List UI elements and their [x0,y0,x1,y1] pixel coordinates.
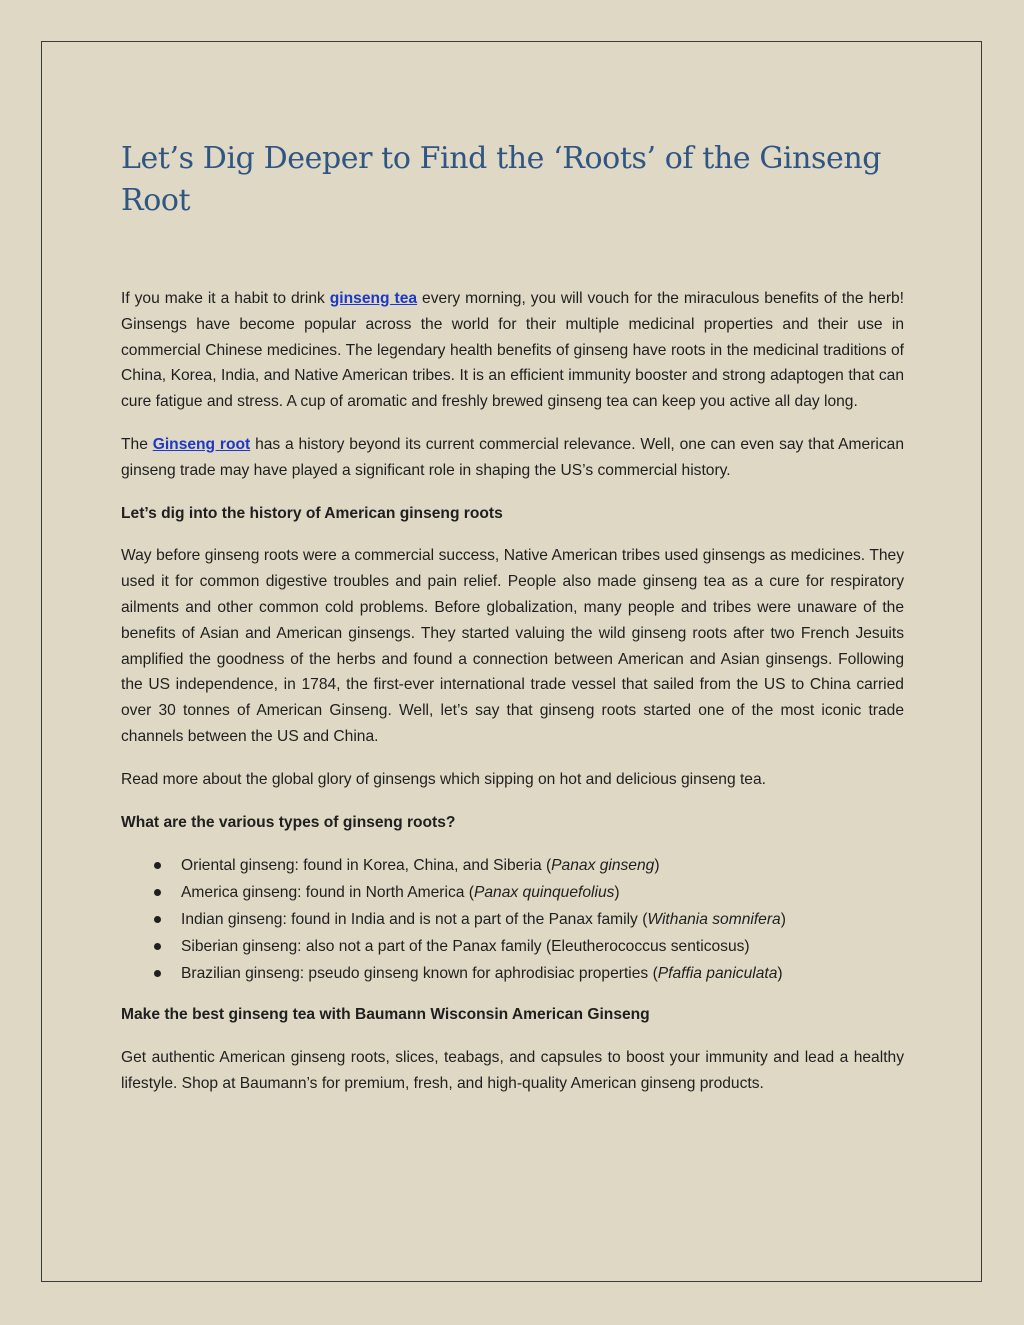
list-item: Indian ginseng: found in India and is not a part of the Panax family (Withania somnifera) [121,906,904,933]
bullet-icon [154,970,161,977]
history-heading: Let’s dig into the history of American ginseng roots [121,504,503,522]
make-tea-heading: Make the best ginseng tea with Baumann Wisconsin American Ginseng [121,1006,650,1024]
list-item: Siberian ginseng: also not a part of the Panax family (Eleutherococcus senticosus) [121,933,904,960]
history-paragraph: Way before ginseng roots were a commercial success, Native American tribes used ginsengs as medicines. They used it for common digestive troubles and pain relief. People also made ginseng tea as a cure for respiratory ailments and other common cold problems. Before globalization, many people and tribes were unaware of the benefits of Asian and American ginsengs. They started valuing the wild ginseng roots after two French Jesuits amplified the goodness of the herbs and found a connection between American and Asian ginsengs. Following the US independence, in 1784, the first-ever international trade vessel that sailed from the US to China carried over 30 tonnes of American Ginseng. Well, let’s say that ginseng roots started one of the most iconic trade channels between the US and China. [121,547,904,745]
closing-paragraph: Get authentic American ginseng roots, slices, teabags, and capsules to boost your immunity and lead a healthy lifestyle. Shop at Baumann’s for premium, fresh, and high-quality American ginseng products. [121,1049,904,1092]
list-item: Oriental ginseng: found in Korea, China, and Siberia (Panax ginseng) [121,852,904,879]
bullet-icon [154,862,161,869]
intro-paragraph [121,286,904,415]
history-intro-paragraph [121,432,904,484]
ginseng-types-list [121,852,904,987]
intro-text-start: If you make it a habit to drink [121,290,330,307]
page-title: Let’s Dig Deeper to Find the ‘Roots’ of the Ginseng Root [121,141,882,218]
document-body [121,138,904,1097]
list-item: America ginseng: found in North America (Panax quinquefolius) [121,879,904,906]
read-more-paragraph: Read more about the global glory of ginsengs which sipping on hot and delicious ginseng tea. [121,770,766,788]
bullet-icon [154,943,161,950]
intro-text-end: every morning, you will vouch for the miraculous benefits of the herb! Ginsengs have become popular across the world for their multiple medicinal properties and their use in commercial Chinese medicines. The legendary health benefits of ginseng have roots in the medicinal traditions of China, Korea, India, and Native American tribes. It is an efficient immunity booster and strong adaptogen that can cure fatigue and stress. A cup of aromatic and freshly brewed ginseng tea can keep you active all day long. [121,290,905,411]
types-heading: What are the various types of ginseng roots? [121,813,456,831]
bullet-icon [154,916,161,923]
list-item: Brazilian ginseng: pseudo ginseng known for aphrodisiac properties (Pfaffia paniculata) [121,960,904,987]
history-intro-end: has a history beyond its current commercial relevance. Well, one can even say that American ginseng trade may have played a significant role in shaping the US’s commercial history. [121,435,905,479]
history-intro-start: The [121,435,153,453]
bullet-icon [154,889,161,896]
ginseng-root-link[interactable]: Ginseng root [152,435,251,453]
ginseng-tea-link[interactable]: ginseng tea [329,290,418,307]
